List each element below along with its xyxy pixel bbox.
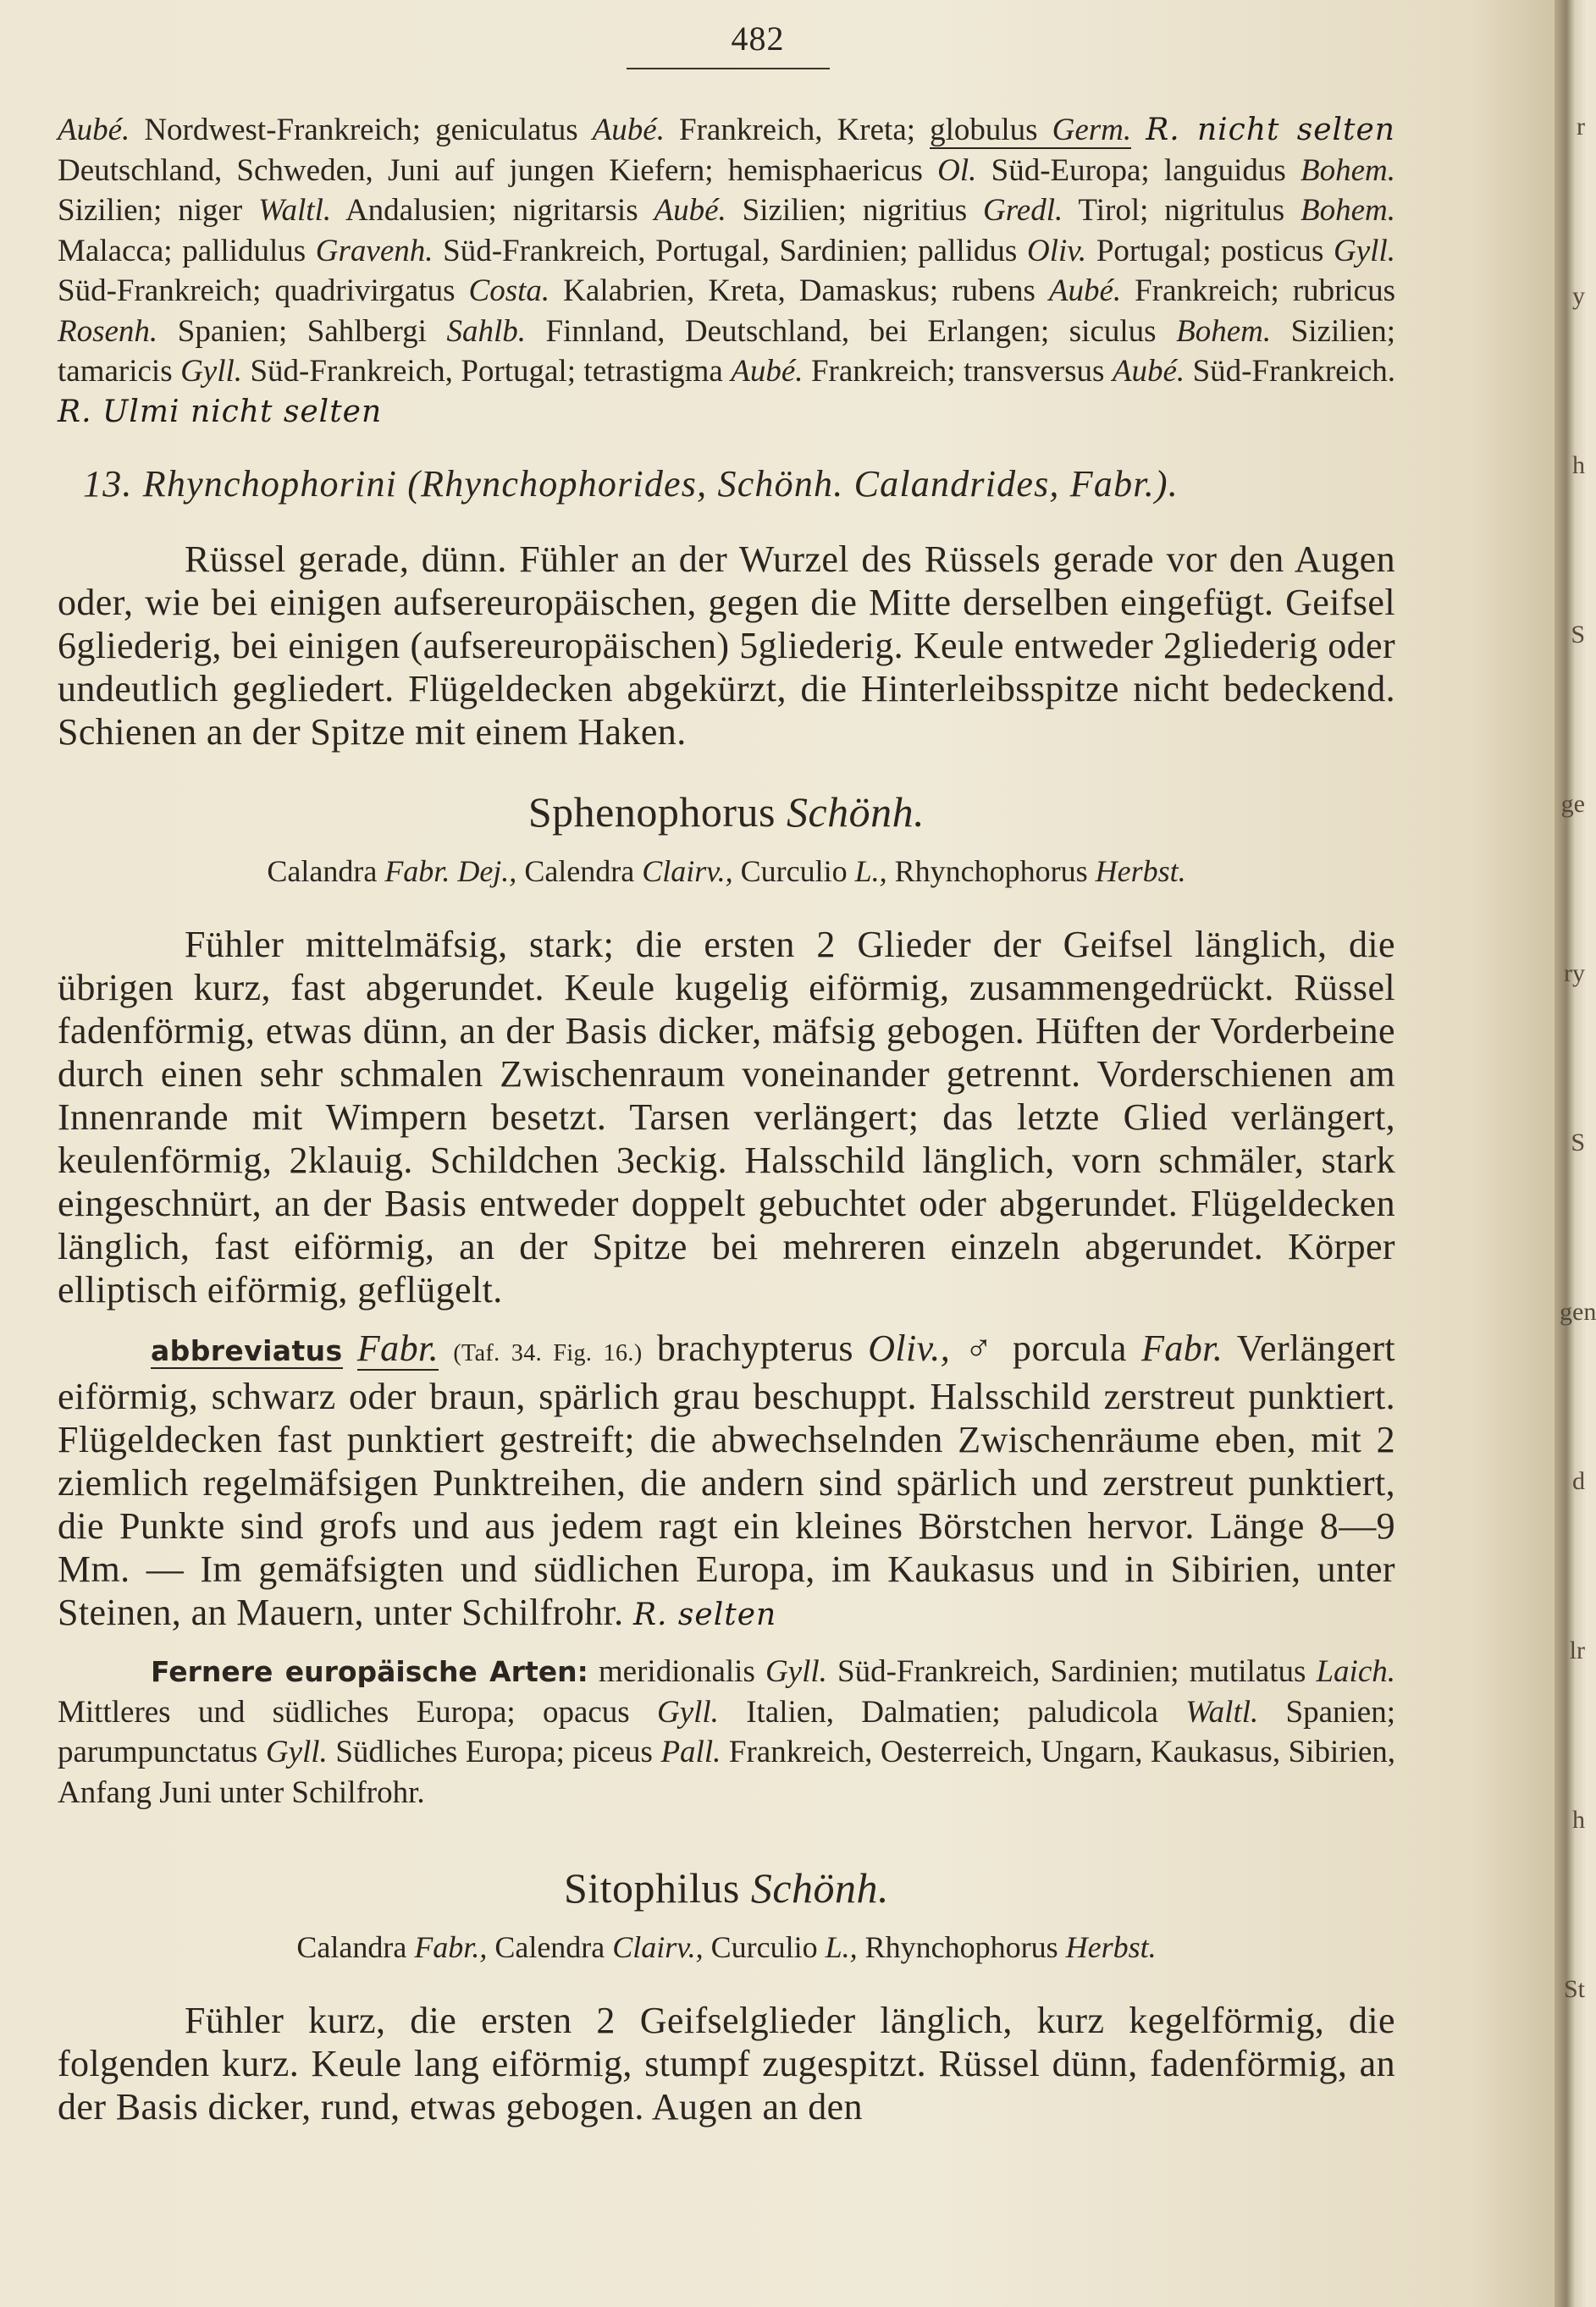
synonym-2: porcula [1013,1327,1127,1369]
edge-fragment: gen [1560,1298,1596,1326]
text-run: Südliches Europa; piceus [327,1735,661,1769]
author-name: Aubé. [654,193,726,228]
genus-description: Fühler mittelmäfsig, stark; die ersten 2 Glieder der Geifsel länglich, die übrigen kurz, fast abgerundet. Keule kugelig eiförmig, zusammengedrückt. Rüssel fadenförmig, etwas dünn, an der Basis dicker, mäfsig gebogen. Hüften der Vorderbeine durch einen sehr schmalen Zwischenraum voneinander getrennt. Vorderschienen am Innenrande mit Wimpern besetzt. Tarsen verlängert; das letzte Glied verlängert, keulenförmig, 2klauig. Schildchen 3eckig. Halsschild länglich, vorn schmäler, stark eingeschnürt, an der Basis entweder doppelt gebuchtet oder abgerundet. Flügeldecken länglich, fast eiförmig, an der Spitze bei mehreren einzeln abgerundet. Körper elliptisch eiförmig, geflügelt. [58,924,1395,1311]
author-name: Herbst. [1095,854,1186,888]
text-run: Spanien; parumpunctatus [58,1694,1396,1769]
author-name: Bohem. [1176,313,1272,349]
text-run: Curculio [703,1930,826,1964]
text-run: Portugal; posticus [1086,233,1334,268]
genus-synonyms [58,1929,1395,1965]
text-run: Rhynchophorus [857,1930,1066,1964]
text-run: Frankreich; rubricus [1121,273,1395,308]
edge-fragment: S [1571,1129,1585,1156]
genus-author: Schönh. [786,788,925,836]
header-rule [627,68,830,69]
text-run: Malacca; pallidulus [58,233,316,268]
text-run: Frankreich; transversus [803,354,1113,389]
text-run: Calandra [296,1930,415,1964]
author-name: Aubé. [1112,354,1185,389]
genus-description: Fühler kurz, die ersten 2 Geifselglieder länglich, kurz kegelförmig, die folgenden kurz. Keule lang eiförmig, stumpf zugespitzt. Rüssel dünn, fadenförmig, an der Basis dicker, rund, etwas gebogen. Augen an den [58,2000,1395,2128]
author-name: Herbst. [1065,1930,1157,1964]
author-name: Aubé. [731,354,804,389]
synonym-2-author: Fabr. [1141,1327,1223,1369]
genus-synonyms [58,853,1395,889]
author-name: Sahlb. [446,313,526,349]
author-name: Aubé. [1048,273,1122,308]
page-number: 482 [731,19,785,58]
author-name: Oliv. [1026,233,1087,268]
genus-name: Sphenophorus [527,788,776,836]
text-run: globulus [930,113,1052,147]
author-name: Gyll. [1334,233,1395,268]
author-name: L., [825,1930,858,1964]
tribe-heading: 13. Rhynchophorini (Rhynchophorides, Schönh. Calandrides, Fabr.). [83,463,1179,505]
species-list-continued [58,110,1395,432]
text-run: Kalabrien, Kreta, Damaskus; rubens [549,273,1049,308]
species-author: Fabr. [356,1327,439,1369]
edge-fragment: y [1572,282,1585,310]
text-run: Calandra [267,854,385,888]
further-species [58,1652,1395,1813]
author-name: Gyll. [765,1654,827,1689]
text-run: Süd-Frankreich; quadrivirgatus [58,273,469,308]
text-run: Nordwest-Frankreich; geniculatus [130,113,593,147]
text-run: Italien, Dalmatien; paludicola [718,1694,1186,1730]
tribe-description: Rüssel gerade, dünn. Fühler an der Wurzel des Rüssels gerade vor den Augen oder, wie bei einigen aufsereuropäischen, gegen die Mitte derselben eingefügt. Geifsel 6gliederig, bei einigen (aufsereuropäischen) 5gliederig. Keule entweder 2gliederig oder undeutlich gegliedert. Flügeldecken abgekürzt, die Hinterleibsspitze nicht bedeckend. Schienen an der Spitze mit einem Haken. [58,538,1395,753]
author-name: Pall. [660,1735,721,1769]
species-name: abbreviatus [151,1334,343,1367]
genus-name: Sitophilus [563,1864,740,1912]
genus-heading-sitophilus [58,1863,1395,1912]
edge-fragment: lr [1569,1636,1585,1664]
author-name: Fabr., [414,1930,488,1964]
author-name: Aubé. [58,113,130,147]
text-run: Sizilien; tamaricis [58,313,1395,389]
text-run: Frankreich, Kreta; [664,113,931,147]
author-name: Gyll. [656,1694,719,1730]
author-name: Fabr. Dej., [384,854,517,888]
page-content [58,110,1395,2128]
author-name: Gredl. [983,193,1063,228]
edge-fragment: ry [1564,959,1585,987]
author-name: Rosenh. [58,313,158,349]
text-run: Süd-Frankreich. [1185,354,1396,389]
plate-reference: (Taf. 34. Fig. 16.) [453,1340,643,1366]
author-name: Germ. [1052,113,1132,147]
author-name: Gravenh. [315,233,434,268]
author-name: Aubé. [592,113,665,147]
author-name: Waltl. [258,193,332,228]
edge-fragment: h [1572,451,1585,479]
genus-author: Schönh. [750,1864,890,1912]
text-run: Sizilien; niger [58,193,259,228]
author-name: Clairv., [612,1930,704,1964]
text-run: Frankreich, Oesterreich, Ungarn, Kaukasus, Sibirien, Anfang Juni unter Schilfrohr. [58,1735,1396,1810]
author-name: Laich. [1316,1654,1395,1689]
text-run: Calendra [487,1930,613,1964]
facing-page-edge [1560,0,1596,2307]
text-run: Spanien; Sahlbergi [157,313,447,349]
handwritten-note: R. nicht selten [1146,113,1395,147]
handwritten-note: R. selten [632,1598,777,1632]
author-name: Ol. [937,152,977,188]
species-entry [58,1327,1395,1636]
text-run: Finnland, Deutschland, bei Erlangen; siculus [526,313,1177,349]
species-description: Verlängert eiförmig, schwarz oder braun, spärlich grau beschuppt. Halsschild zerstreut punktiert. Flügeldecken fast punktiert gestreift; die abwechselnden Zwischenräume eben, mit 2 ziemlich regelmäfsigen Punktreihen, die andern sind spärlich und zerstreut punktiert, die Punkte sind grofs und aus jedem ragt ein kleines Börstchen hervor. Länge 8—9 Mm. — Im gemäfsigten und südlichen Europa, im Kaukasus und in Sibirien, unter Steinen, an Mauern, unter Schilfrohr. [58,1327,1395,1633]
edge-fragment: r [1577,113,1585,141]
text-run: Süd-Frankreich, Sardinien; mutilatus [826,1654,1317,1689]
text-run: Calendra [516,854,643,888]
text-run: Andalusien; nigritarsis [331,193,654,228]
author-name: Gyll. [265,1735,328,1769]
text-run: Deutschland, Schweden, Juni auf jungen Kiefern; hemisphaericus [58,152,938,188]
text-run: Süd-Frankreich, Portugal, Sardinien; pallidus [433,233,1027,268]
author-name: Costa. [468,273,550,308]
edge-fragment: S [1571,621,1585,648]
author-name: Bohem. [1301,152,1395,188]
author-name: Waltl. [1185,1694,1259,1730]
text-run: Tirol; nigritulus [1063,193,1301,228]
handwritten-note: R. Ulmi nicht selten [58,394,383,429]
male-sign: ♂ [964,1327,998,1369]
edge-fragment: St [1563,1975,1585,2003]
text-run: Mittleres und südliches Europa; opacus [58,1694,657,1730]
text-run: Rhynchophorus [886,854,1096,888]
section-label: Fernere europäische Arten: [151,1655,588,1688]
synonym-1-author: Oliv., [868,1327,951,1369]
edge-fragment: ge [1560,790,1585,818]
edge-fragment: d [1572,1467,1585,1495]
text-run: Süd-Europa; languidus [976,152,1301,188]
author-name: L., [854,854,887,888]
text-run: Sizilien; nigritius [726,193,984,228]
synonym-1: brachypterus [656,1327,853,1369]
text-run: meridionalis [588,1654,765,1689]
author-name: Gyll. [180,354,243,389]
edge-fragment: h [1572,1806,1585,1834]
text-run: Süd-Frankreich, Portugal; tetrastigma [242,354,732,389]
author-name: Bohem. [1300,193,1395,228]
text-run: Curculio [732,854,855,888]
text-run [1131,113,1146,147]
author-name: Clairv., [642,854,733,888]
genus-heading-sphenophorus [58,787,1395,836]
